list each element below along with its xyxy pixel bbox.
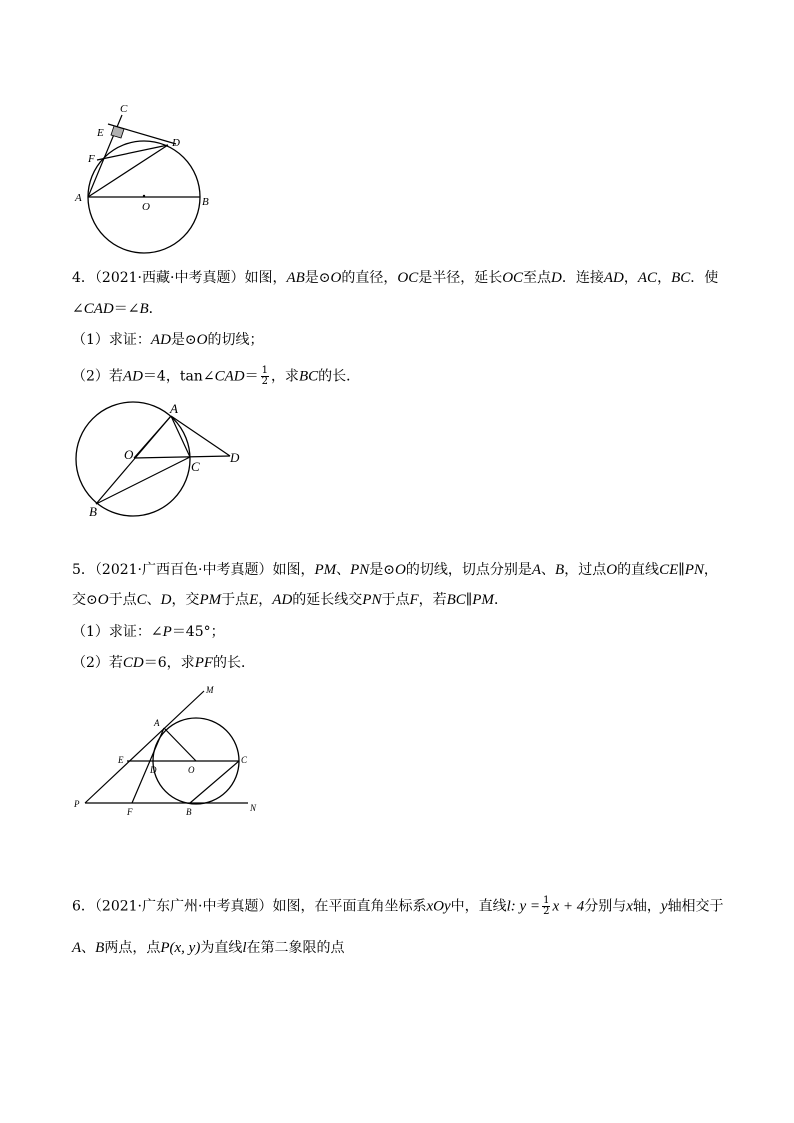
label-e: E <box>97 127 104 139</box>
label-o: O <box>188 765 195 775</box>
figure-5-circle-tangents <box>70 683 270 823</box>
fraction-one-half: $\frac{1}{2}$ <box>543 895 550 917</box>
label-c: C <box>120 103 128 115</box>
label-a: A <box>154 718 160 728</box>
line-oa <box>164 728 196 761</box>
label-d: D <box>230 450 240 465</box>
label-d: D <box>172 137 180 149</box>
label-f: F <box>88 153 95 165</box>
q6-stem-line2: A、B两点，点P(x, y)为直线l在第二象限的点 <box>72 940 345 956</box>
figure-4-circle-tangent <box>70 398 260 523</box>
label-b: B <box>202 196 209 208</box>
label-o: O <box>124 447 134 462</box>
q5-part1: （1）求证：∠P＝45°； <box>72 624 225 640</box>
line-af <box>132 728 164 803</box>
label-b: B <box>89 504 97 519</box>
tangent-pm <box>85 691 204 803</box>
label-c: C <box>191 459 200 474</box>
label-c: C <box>241 755 248 765</box>
label-e: E <box>118 755 124 765</box>
q4-part1: （1）求证：AD是⊙O的切线； <box>72 332 264 348</box>
label-m: M <box>206 685 214 695</box>
label-f: F <box>127 807 133 817</box>
q4-stem-line2: ∠CAD＝∠B． <box>72 301 163 317</box>
q5-stem-line1: 5．（2021·广西百色·中考真题）如图，PM、PN是⊙O的切线，切点分别是A、B，过点O的直线CE∥PN， <box>72 562 718 578</box>
label-p: P <box>74 799 80 809</box>
label-a: A <box>170 401 178 416</box>
line-bc <box>190 761 239 803</box>
fraction-one-half: $\frac{1}{2}$ <box>261 365 268 387</box>
q4-part2: （2）若AD＝4，tan∠CAD＝ $\frac{1}{2}$ ，求BC的长． <box>72 365 361 387</box>
figure-1-circle-tangent <box>70 100 220 260</box>
label-b: B <box>186 807 192 817</box>
q5-part2: （2）若CD＝6，求PF的长． <box>72 655 256 671</box>
label-o: O <box>142 201 150 213</box>
label-d: D <box>150 765 157 775</box>
label-n: N <box>250 803 257 813</box>
q6-stem-line1: 6．（2021·广东广州·中考真题）如图，在平面直角坐标系xOy中，直线l: y = $\frac{1}{2}$ x + 4分别与x轴，y轴相交于 <box>72 895 724 917</box>
label-a: A <box>75 192 82 204</box>
line-ab <box>96 416 171 504</box>
line-ad <box>88 145 168 197</box>
line-od <box>134 456 230 458</box>
q5-stem-line2: 交⊙O于点C、D，交PM于点E，AD的延长线交PN于点F，若BC∥PM． <box>72 592 508 608</box>
q4-stem-line1: 4．（2021·西藏·中考真题）如图，AB是⊙O的直径，OC是半径，延长OC至点D．连接AD，AC，BC．使 <box>72 270 719 286</box>
